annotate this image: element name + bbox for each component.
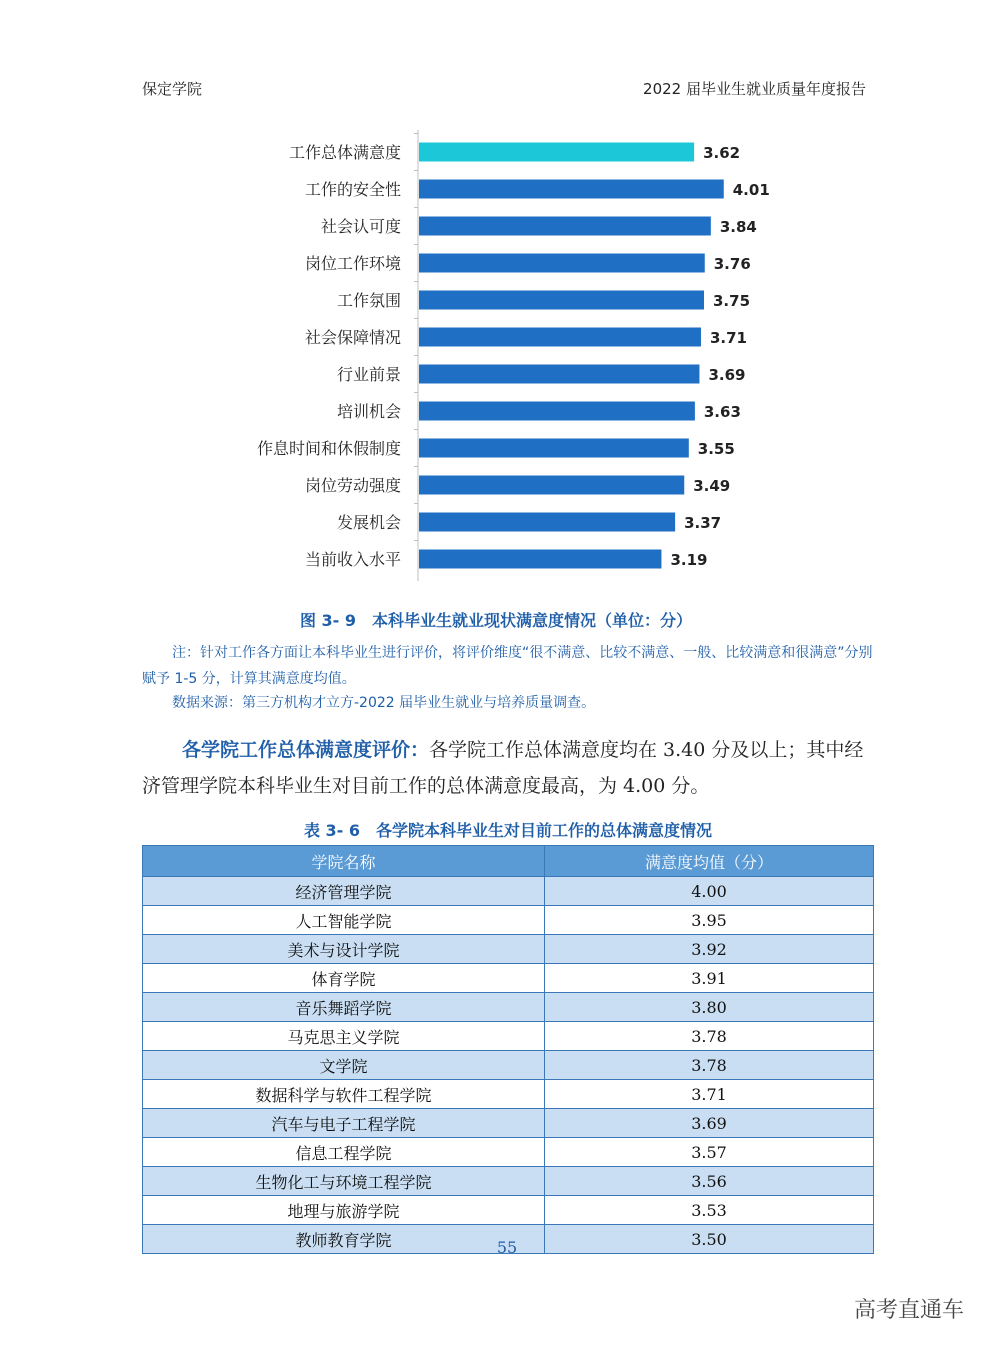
college-name: 马克思主义学院 <box>143 1022 545 1051</box>
college-name: 美术与设计学院 <box>143 935 545 964</box>
college-score: 3.53 <box>545 1196 874 1225</box>
table-row <box>143 1080 874 1109</box>
header-report-title: 2022 届毕业生就业质量年度报告 <box>643 80 866 98</box>
college-name: 信息工程学院 <box>143 1138 545 1167</box>
table-row <box>143 1138 874 1167</box>
college-score: 3.69 <box>545 1109 874 1138</box>
bar <box>419 143 694 162</box>
college-name: 人工智能学院 <box>143 906 545 935</box>
category-label: 社会保障情况 <box>304 328 401 347</box>
college-name: 经济管理学院 <box>143 877 545 906</box>
college-score: 3.71 <box>545 1080 874 1109</box>
table-row <box>143 906 874 935</box>
college-score: 3.78 <box>545 1051 874 1080</box>
table-row <box>143 1051 874 1080</box>
college-score: 3.92 <box>545 935 874 964</box>
college-satisfaction-table <box>142 845 874 1254</box>
bar <box>419 402 695 421</box>
college-name: 地理与旅游学院 <box>143 1196 545 1225</box>
paragraph-body: 各学院工作总体满意度均在 3.40 分及以上；其中经济管理学院本科毕业生对目前工作的总体满意度最高，为 4.00 分。 <box>142 739 864 797</box>
bar <box>419 439 689 458</box>
bar <box>419 513 675 532</box>
table-header-score: 满意度均值（分） <box>545 846 874 877</box>
table-row <box>143 935 874 964</box>
category-label: 培训机会 <box>336 402 401 421</box>
bar <box>419 291 704 310</box>
figure-note: 注：针对工作各方面让本科毕业生进行评价，将评价维度“很不满意、比较不满意、一般、比较满意和很满意”分别赋予 1-5 分，计算其满意度均值。 <box>142 645 873 687</box>
table-header-row <box>143 846 874 877</box>
college-score: 3.91 <box>545 964 874 993</box>
category-label: 发展机会 <box>336 513 401 532</box>
data-label: 3.84 <box>719 218 757 236</box>
watermark-text: 高考直通车 <box>853 1298 964 1323</box>
data-label: 3.76 <box>713 255 751 273</box>
college-name: 数据科学与软件工程学院 <box>143 1080 545 1109</box>
category-label: 岗位工作环境 <box>304 254 401 273</box>
college-name: 体育学院 <box>143 964 545 993</box>
data-label: 4.01 <box>732 181 770 199</box>
college-score: 3.57 <box>545 1138 874 1167</box>
data-label: 3.55 <box>697 440 735 458</box>
college-satisfaction-paragraph <box>142 732 877 804</box>
table-row <box>143 1167 874 1196</box>
table-row <box>143 1196 874 1225</box>
data-label: 3.19 <box>670 551 708 569</box>
table-row <box>143 1109 874 1138</box>
category-label: 行业前景 <box>336 365 401 384</box>
college-score: 3.95 <box>545 906 874 935</box>
college-name: 汽车与电子工程学院 <box>143 1109 545 1138</box>
table-row <box>143 877 874 906</box>
data-label: 3.37 <box>684 514 722 532</box>
satisfaction-bar-chart <box>0 120 992 590</box>
category-label: 岗位劳动强度 <box>304 476 401 495</box>
data-label: 3.63 <box>703 403 741 421</box>
category-label: 工作的安全性 <box>304 180 401 199</box>
bar <box>419 365 699 384</box>
figure-source: 数据来源：第三方机构才立方-2022 届毕业生就业与培养质量调查。 <box>172 695 596 711</box>
table-caption: 表 3- 6 各学院本科毕业生对目前工作的总体满意度情况 <box>303 821 713 840</box>
data-label: 3.75 <box>713 292 751 310</box>
college-score: 3.80 <box>545 993 874 1022</box>
category-label: 社会认可度 <box>320 217 401 236</box>
college-score: 4.00 <box>545 877 874 906</box>
table-header-college: 学院名称 <box>143 846 545 877</box>
bar <box>419 254 705 273</box>
bar <box>419 550 661 569</box>
college-name: 音乐舞蹈学院 <box>143 993 545 1022</box>
bar <box>419 217 711 236</box>
data-label: 3.62 <box>703 144 741 162</box>
paragraph-lead: 各学院工作总体满意度评价： <box>182 739 430 761</box>
data-label: 3.71 <box>709 329 747 347</box>
category-label: 作息时间和休假制度 <box>256 439 401 458</box>
category-label: 工作氛围 <box>336 291 401 310</box>
table-row <box>143 993 874 1022</box>
bar <box>419 328 701 347</box>
table-row <box>143 964 874 993</box>
category-label: 当前收入水平 <box>304 550 401 569</box>
college-score: 3.50 <box>545 1225 874 1254</box>
page-number: 55 <box>496 1238 518 1257</box>
college-name: 教师教育学院 <box>143 1225 545 1254</box>
college-score: 3.56 <box>545 1167 874 1196</box>
college-name: 文学院 <box>143 1051 545 1080</box>
figure-caption: 图 3- 9 本科毕业生就业现状满意度情况（单位：分） <box>299 611 693 630</box>
header-school-name: 保定学院 <box>142 80 203 98</box>
data-label: 3.69 <box>708 366 746 384</box>
category-label: 工作总体满意度 <box>288 143 401 162</box>
bar <box>419 180 724 199</box>
table-row <box>143 1022 874 1051</box>
college-score: 3.78 <box>545 1022 874 1051</box>
data-label: 3.49 <box>693 477 731 495</box>
college-name: 生物化工与环境工程学院 <box>143 1167 545 1196</box>
bar <box>419 476 684 495</box>
